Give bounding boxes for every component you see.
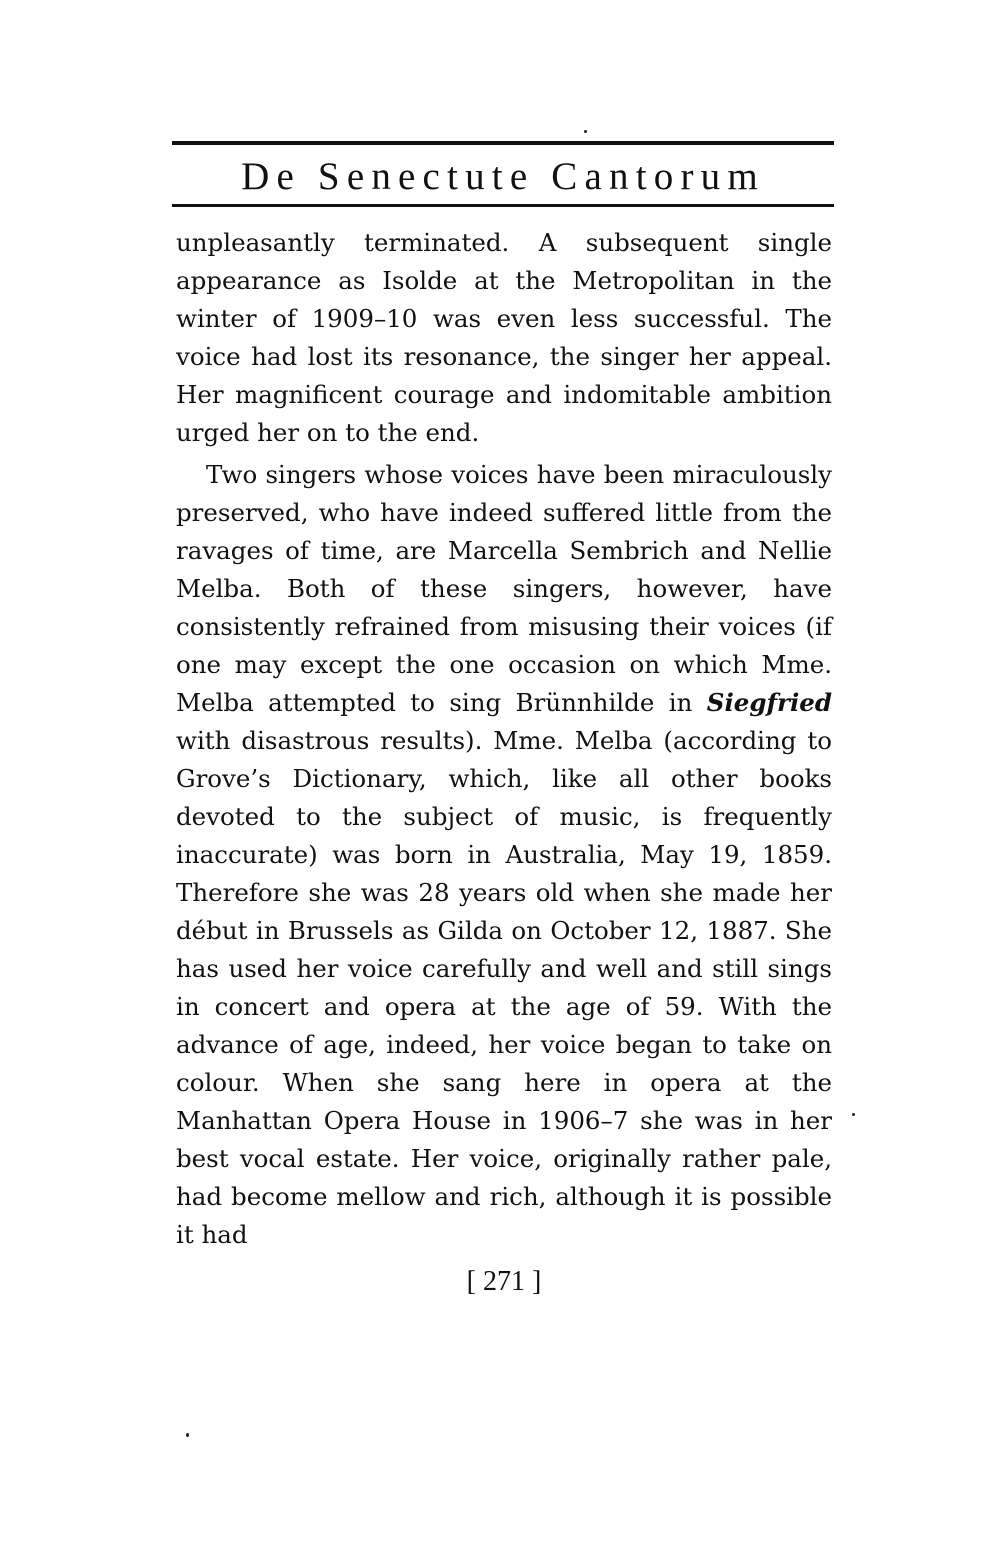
header-rule-bottom [172,204,834,207]
scan-speck [852,1113,855,1116]
paragraph-1: unpleasantly terminated. A subsequent single appearance as Isolde at the Metropolitan in the winter of 1909–10 was even less successful. The voice had lost its resonance, the singer her appeal. Her magnificent courage and indomitable ambition urged her on to the end. [176,228,832,447]
scan-speck [186,1433,189,1437]
italic-title-siegfried: Siegfried [706,688,832,717]
scan-speck [584,130,587,133]
body-text [176,224,832,1254]
page-number: [ 271 ] [466,1266,542,1297]
paragraph-2 [176,456,832,1254]
paragraph-2-text-end: with disastrous results). Mme. Melba (according to Grove’s Dictionary, which, like all other books devoted to the subject of music, is frequently inaccurate) was born in Australia, May 19, 1859. Therefore she was 28 years old when she made her début in Brussels as Gilda on October 12, 1887. She has used her voice carefully and well and still sings in concert and opera at the age of 59. With the advance of age, indeed, her voice began to take on colour. When she sang here in opera at the Manhattan Opera House in 1906–7 she was in her best vocal estate. Her voice, originally rather pale, had become mellow and rich, although it is possible it had [176,726,832,1249]
paragraph-2-text-start: Two singers whose voices have been miraculously preserved, who have indeed suffered little from the ravages of time, are Marcella Sembrich and Nellie Melba. Both of these singers, however, have consistently refrained from misusing their voices (if one may except the one occasion on which Mme. Melba attempted to sing Brünnhilde in [176,460,832,717]
running-head-title: De Senectute Cantorum [241,155,765,198]
header-rule-top [172,141,834,145]
